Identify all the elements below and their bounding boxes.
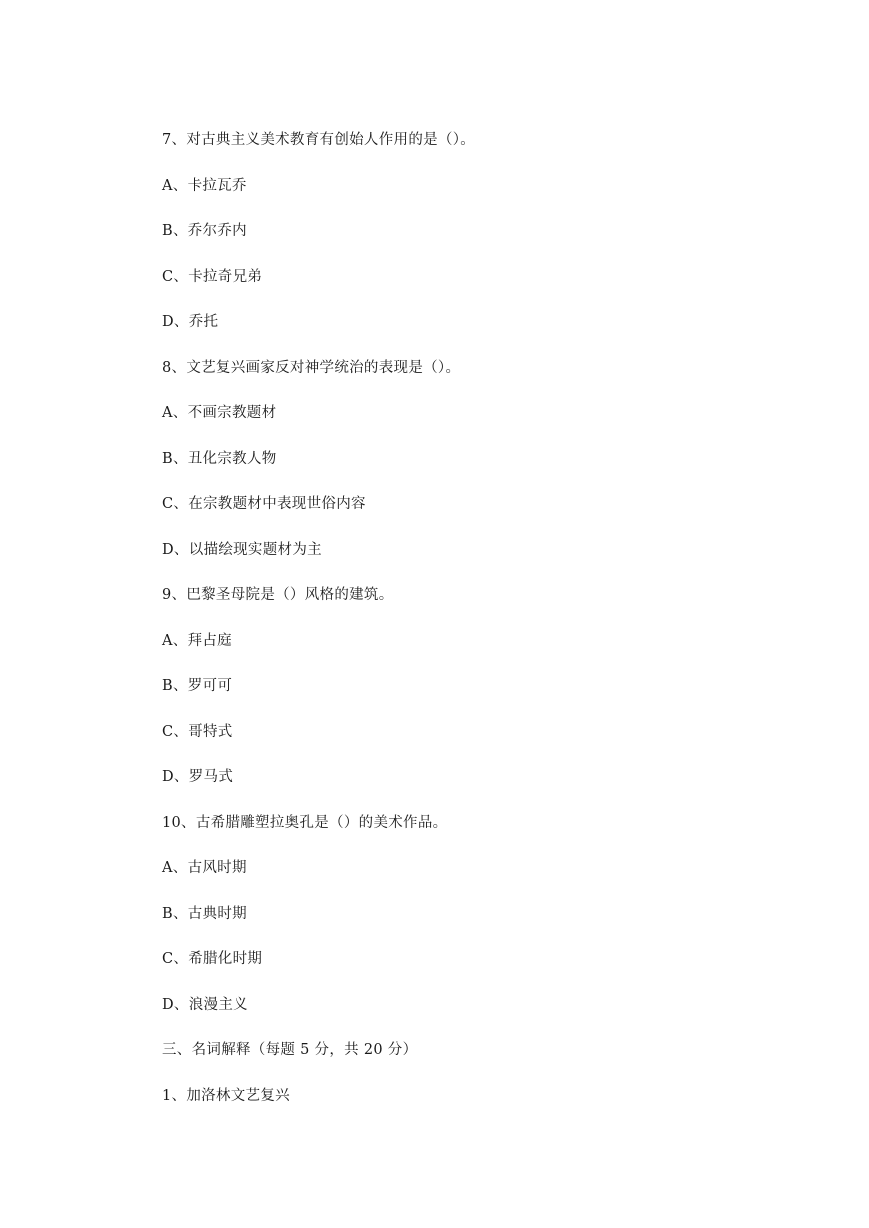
question-9: 9、巴黎圣母院是（）风格的建筑。 — [162, 587, 394, 603]
question-10-option-a: A、古风时期 — [162, 860, 247, 876]
question-10-option-b: B、古典时期 — [162, 905, 247, 922]
question-8: 8、文艺复兴画家反对神学统治的表现是（）。 — [162, 359, 461, 376]
question-7-option-c: C、卡拉奇兄弟 — [162, 268, 263, 285]
question-8-option-d: D、以描绘现实题材为主 — [162, 541, 322, 558]
question-8-option-c: C、在宗教题材中表现世俗内容 — [162, 496, 366, 512]
question-8-option-a: A、不画宗教题材 — [162, 405, 277, 421]
question-8-option-b: B、丑化宗教人物 — [162, 450, 277, 467]
section-heading: 三、名词解释（每题 5 分，共 20 分） — [162, 1042, 418, 1058]
question-7-option-a: A、卡拉瓦乔 — [162, 177, 247, 194]
question-10: 10、古希腊雕塑拉奥孔是（）的美术作品。 — [162, 814, 448, 831]
question-9-option-b: B、罗可可 — [162, 678, 233, 694]
question-9-option-a: A、拜占庭 — [162, 632, 232, 649]
question-10-option-c: C、希腊化时期 — [162, 951, 263, 967]
question-9-option-c: C、哥特式 — [162, 723, 233, 740]
document-content — [162, 126, 782, 1127]
term-1: 1、加洛林文艺复兴 — [162, 1087, 290, 1104]
question-10-option-d: D、浪漫主义 — [162, 996, 248, 1013]
question-9-option-d: D、罗马式 — [162, 769, 234, 785]
question-7: 7、对古典主义美术教育有创始人作用的是（）。 — [162, 132, 476, 148]
question-7-option-b: B、乔尔乔内 — [162, 223, 247, 239]
question-7-option-d: D、乔托 — [162, 314, 219, 330]
